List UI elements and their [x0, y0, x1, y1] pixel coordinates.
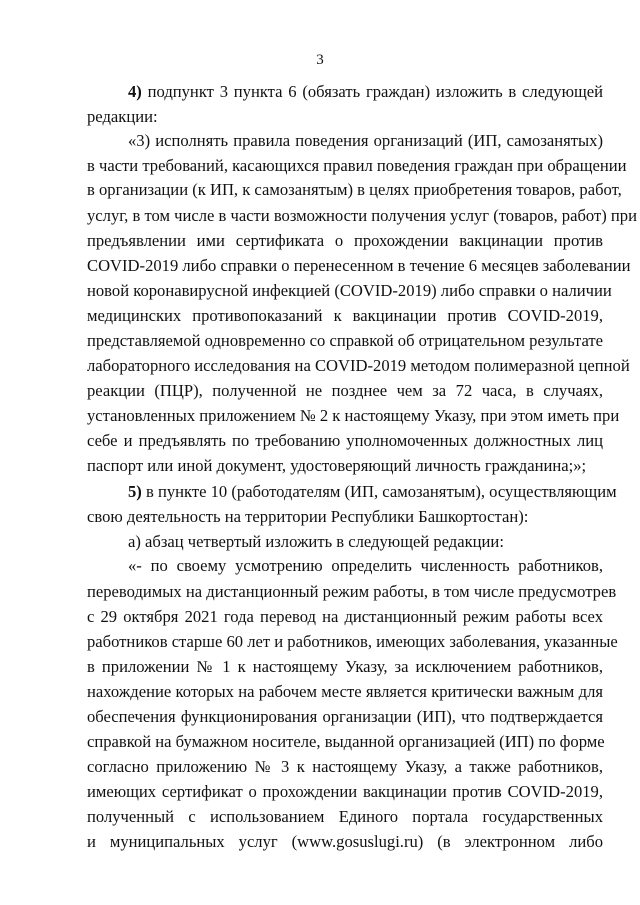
quote-3-line: в организации (к ИП, к самозанятым) в целях приобретения товаров, работ, — [87, 180, 622, 199]
item-5-number: 5) — [128, 482, 142, 501]
quote-4-line: полученный с использованием Единого портала государственных — [87, 807, 603, 826]
quote-4-line: с 29 октября 2021 года перевод на дистанционный режим работы всех — [87, 607, 603, 626]
quote-3-line: реакции (ПЦР), полученной не позднее чем за 72 часа, в случаях, — [87, 381, 603, 400]
quote-3-line: лабораторного исследования на COVID-2019 методом полимеразной цепной — [87, 356, 630, 375]
quote-4-line: имеющих сертификат о прохождении вакцинации против COVID-2019, — [87, 782, 603, 801]
quote-4-line: «- по своему усмотрению определить численность работников, — [128, 556, 603, 575]
quote-3-line: установленных приложением № 2 к настоящему Указу, при этом иметь при — [87, 406, 620, 425]
page-number: 3 — [316, 52, 324, 68]
item-5-text: в пункте 10 (работодателям (ИП, самозанятым), осуществляющим — [141, 482, 617, 501]
quote-4-line: нахождение которых на рабочем месте является критически важным для — [87, 682, 603, 701]
item-4-number: 4) — [128, 82, 142, 101]
item-5-line-2: свою деятельность на территории Республики Башкортостан): — [87, 507, 529, 526]
quote-3-line: новой коронавирусной инфекцией (COVID-2019) либо справки о наличии — [87, 281, 612, 300]
quote-4-line: обеспечения функционирования организации (ИП), что подтверждается — [87, 707, 603, 726]
quote-3-line: в части требований, касающихся правил поведения граждан при обращении — [87, 156, 627, 175]
quote-4-line: работников старше 60 лет и работников, имеющих заболевания, указанные — [87, 632, 618, 651]
quote-3-line: услуг, в том числе в части возможности получения услуг (товаров, работ) при — [87, 206, 637, 225]
quote-4-line: справкой на бумажном носителе, выданной организацией (ИП) по форме — [87, 732, 605, 751]
quote-4-line: и муниципальных услуг (www.gosuslugi.ru) (в электронном либо — [87, 832, 603, 851]
quote-3-line: паспорт или иной документ, удостоверяющий личность гражданина;»; — [87, 456, 587, 475]
quote-4-line: в приложении № 1 к настоящему Указу, за исключением работников, — [87, 657, 603, 676]
quote-4-line: согласно приложению № 3 к настоящему Указу, а также работников, — [87, 757, 603, 776]
item-5-line-1 — [128, 482, 617, 502]
quote-3-line: COVID-2019 либо справки о перенесенном в течение 6 месяцев заболевании — [87, 256, 631, 275]
quote-3-line: представляемой одновременно со справкой об отрицательном результате — [87, 331, 604, 350]
quote-3-line: предъявлении ими сертификата о прохождении вакцинации против — [87, 231, 603, 250]
quote-3-line: медицинских противопоказаний к вакцинации против COVID-2019, — [87, 306, 603, 325]
subitem-a: а) абзац четвертый изложить в следующей редакции: — [128, 532, 504, 551]
item-4-line-1 — [128, 82, 603, 102]
item-4-text: подпункт 3 пункта 6 (обязать граждан) изложить в следующей — [141, 82, 603, 101]
item-4-line-2: редакции: — [87, 107, 158, 126]
quote-4-line: переводимых на дистанционный режим работы, в том числе предусмотрев — [87, 582, 617, 601]
quote-3-line: «3) исполнять правила поведения организаций (ИП, самозанятых) — [128, 131, 603, 150]
quote-3-line: себе и предъявлять по требованию уполномоченных должностных лиц — [87, 431, 603, 450]
